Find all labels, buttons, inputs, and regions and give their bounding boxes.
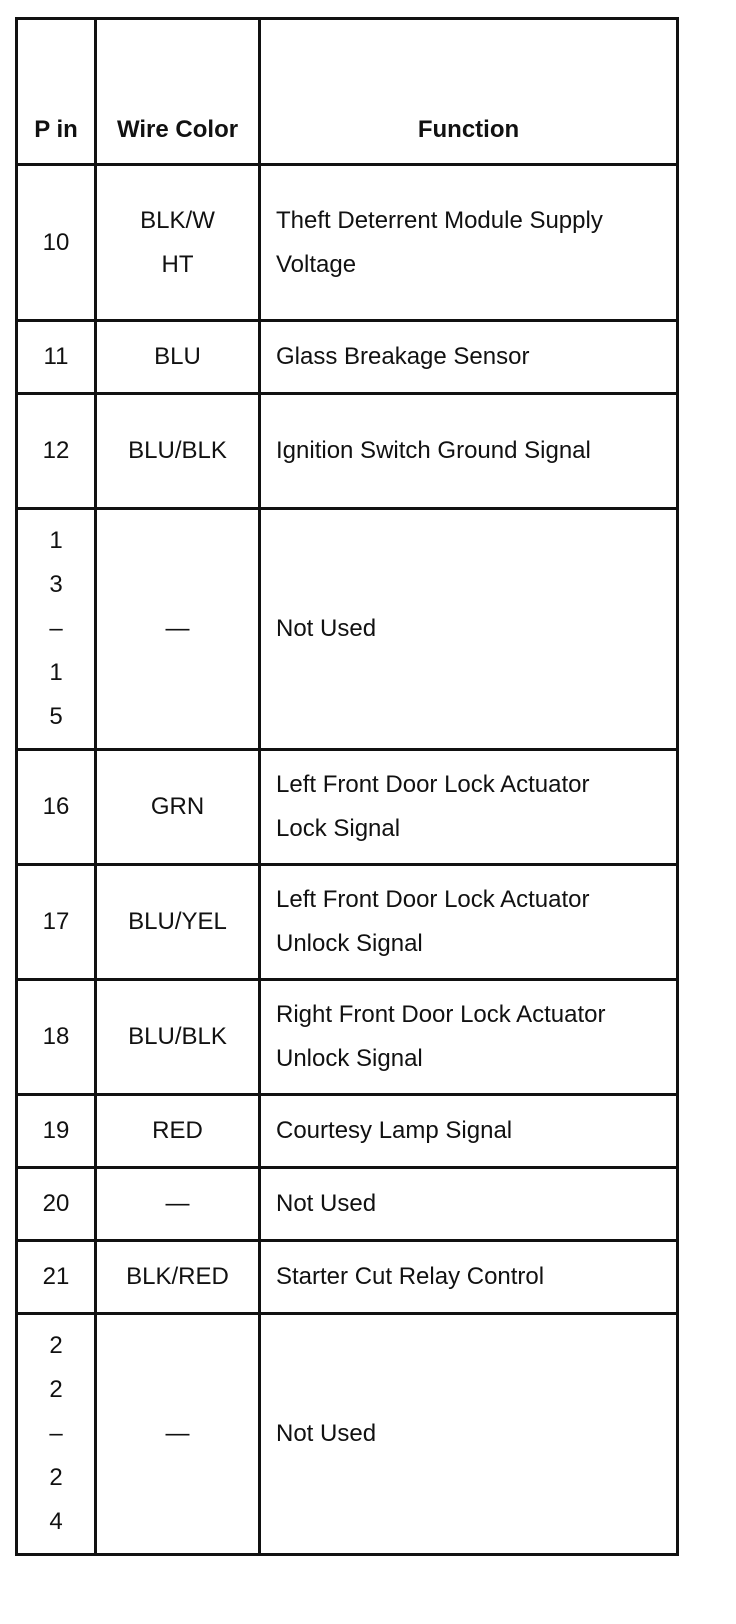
pin-cell: 18 bbox=[17, 980, 96, 1095]
wire-color-cell: — bbox=[96, 509, 260, 750]
table-row bbox=[17, 865, 678, 980]
function-cell: Not Used bbox=[260, 1314, 678, 1555]
function-cell: Left Front Door Lock Actuator Unlock Signal bbox=[260, 865, 678, 980]
header-function: Function bbox=[260, 19, 678, 165]
function-cell: Theft Deterrent Module Supply Voltage bbox=[260, 165, 678, 321]
table-row bbox=[17, 1314, 678, 1555]
pin-cell: 20 bbox=[17, 1168, 96, 1241]
wire-color-cell: BLK/RED bbox=[96, 1241, 260, 1314]
function-cell: Courtesy Lamp Signal bbox=[260, 1095, 678, 1168]
table-row bbox=[17, 321, 678, 394]
function-cell: Ignition Switch Ground Signal bbox=[260, 394, 678, 509]
wire-color-cell: BLU/YEL bbox=[96, 865, 260, 980]
pin-cell: 17 bbox=[17, 865, 96, 980]
table-row bbox=[17, 980, 678, 1095]
header-pin: P in bbox=[17, 19, 96, 165]
table-row bbox=[17, 165, 678, 321]
table-row bbox=[17, 1095, 678, 1168]
wire-color-cell: BLU bbox=[96, 321, 260, 394]
pin-cell: 12 bbox=[17, 394, 96, 509]
wire-color-text: BLK/W HT bbox=[140, 206, 215, 278]
table-row bbox=[17, 394, 678, 509]
function-cell: Not Used bbox=[260, 1168, 678, 1241]
table-row bbox=[17, 509, 678, 750]
pin-cell: 19 bbox=[17, 1095, 96, 1168]
pin-cell bbox=[17, 509, 96, 750]
wire-color-cell: RED bbox=[96, 1095, 260, 1168]
wire-color-cell: BLU/BLK bbox=[96, 394, 260, 509]
function-cell: Glass Breakage Sensor bbox=[260, 321, 678, 394]
table-row bbox=[17, 750, 678, 865]
pin-text: 1 3 – 15 bbox=[49, 527, 63, 730]
pin-cell: 21 bbox=[17, 1241, 96, 1314]
wire-color-cell: — bbox=[96, 1168, 260, 1241]
table-row bbox=[17, 1241, 678, 1314]
wire-color-cell: — bbox=[96, 1314, 260, 1555]
wire-color-cell: GRN bbox=[96, 750, 260, 865]
pin-cell: 11 bbox=[17, 321, 96, 394]
wire-color-cell bbox=[96, 165, 260, 321]
wire-color-cell: BLU/BLK bbox=[96, 980, 260, 1095]
pin-cell: 10 bbox=[17, 165, 96, 321]
pin-cell bbox=[17, 1314, 96, 1555]
table-row bbox=[17, 1168, 678, 1241]
pin-table bbox=[15, 17, 679, 1556]
function-cell: Not Used bbox=[260, 509, 678, 750]
header-row bbox=[17, 19, 678, 165]
function-cell: Starter Cut Relay Control bbox=[260, 1241, 678, 1314]
function-cell: Right Front Door Lock Actuator Unlock Signal bbox=[260, 980, 678, 1095]
pin-cell: 16 bbox=[17, 750, 96, 865]
pin-text: 2 2 – 24 bbox=[49, 1332, 63, 1535]
header-wire-color: Wire Color bbox=[96, 19, 260, 165]
function-cell: Left Front Door Lock Actuator Lock Signal bbox=[260, 750, 678, 865]
